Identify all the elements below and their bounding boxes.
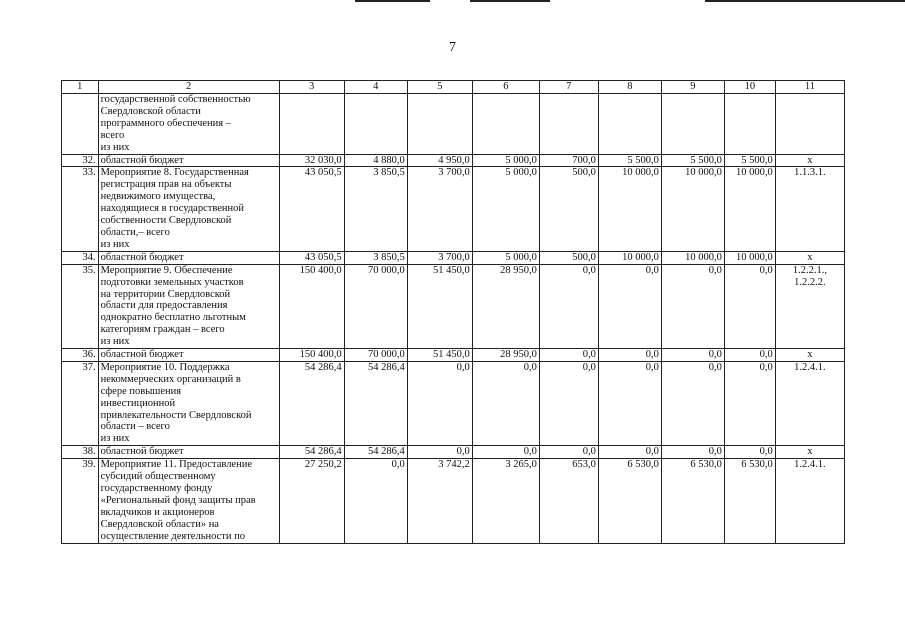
amount-cell: 51 450,0 <box>407 264 472 348</box>
amount-cell: 70 000,0 <box>344 349 407 362</box>
amount-cell: 6 530,0 <box>724 459 775 543</box>
amount-cell: 0,0 <box>407 446 472 459</box>
amount-cell: 28 950,0 <box>472 349 539 362</box>
amount-cell: 500,0 <box>539 167 598 251</box>
amount-cell <box>539 94 598 155</box>
amount-cell: 43 050,5 <box>279 167 344 251</box>
amount-cell: 0,0 <box>539 264 598 348</box>
amount-cell: 51 450,0 <box>407 349 472 362</box>
amount-cell: 6 530,0 <box>598 459 661 543</box>
target-reference: х <box>775 446 844 459</box>
amount-cell: 10 000,0 <box>661 167 724 251</box>
amount-cell: 5 500,0 <box>598 154 661 167</box>
amount-cell: 3 850,5 <box>344 251 407 264</box>
amount-cell: 150 400,0 <box>279 264 344 348</box>
amount-cell: 0,0 <box>598 446 661 459</box>
amount-cell: 0,0 <box>661 361 724 445</box>
amount-cell: 0,0 <box>724 446 775 459</box>
amount-cell: 0,0 <box>472 361 539 445</box>
amount-cell: 28 950,0 <box>472 264 539 348</box>
amount-cell: 5 000,0 <box>472 251 539 264</box>
amount-cell: 0,0 <box>539 446 598 459</box>
amount-cell: 32 030,0 <box>279 154 344 167</box>
amount-cell: 0,0 <box>724 264 775 348</box>
column-number: 4 <box>344 81 407 94</box>
amount-cell: 4 950,0 <box>407 154 472 167</box>
target-reference: 1.2.2.1., 1.2.2.2. <box>775 264 844 348</box>
amount-cell: 0,0 <box>539 361 598 445</box>
row-number: 38. <box>62 446 99 459</box>
scan-edge-line <box>355 0 430 2</box>
amount-cell: 5 000,0 <box>472 154 539 167</box>
target-reference: 1.2.4.1. <box>775 459 844 543</box>
row-description: областной бюджет <box>98 446 279 459</box>
table-row <box>62 361 845 445</box>
page-number: 7 <box>449 40 456 55</box>
budget-table <box>61 80 845 544</box>
amount-cell: 5 500,0 <box>661 154 724 167</box>
amount-cell: 10 000,0 <box>598 251 661 264</box>
amount-cell: 5 500,0 <box>724 154 775 167</box>
amount-cell <box>661 94 724 155</box>
amount-cell: 43 050,5 <box>279 251 344 264</box>
amount-cell: 5 000,0 <box>472 167 539 251</box>
row-description: областной бюджет <box>98 154 279 167</box>
table-row <box>62 154 845 167</box>
column-number: 5 <box>407 81 472 94</box>
table-row <box>62 94 845 155</box>
amount-cell: 54 286,4 <box>344 446 407 459</box>
target-reference <box>775 94 844 155</box>
amount-cell: 10 000,0 <box>661 251 724 264</box>
amount-cell: 0,0 <box>661 446 724 459</box>
amount-cell: 0,0 <box>661 264 724 348</box>
target-reference: х <box>775 154 844 167</box>
amount-cell <box>407 94 472 155</box>
row-number: 37. <box>62 361 99 445</box>
row-description: Мероприятие 11. Предоставление субсидий общественному государственному фонду «Региональный фонд защиты прав вкладчиков и акционеров Свердловской области» на осуществление деятельности по <box>98 459 279 543</box>
table-header-row <box>62 81 845 94</box>
amount-cell: 0,0 <box>472 446 539 459</box>
amount-cell: 3 265,0 <box>472 459 539 543</box>
amount-cell: 3 742,2 <box>407 459 472 543</box>
amount-cell: 700,0 <box>539 154 598 167</box>
table-row <box>62 349 845 362</box>
amount-cell: 500,0 <box>539 251 598 264</box>
amount-cell <box>472 94 539 155</box>
column-number: 6 <box>472 81 539 94</box>
row-number: 33. <box>62 167 99 251</box>
column-number: 3 <box>279 81 344 94</box>
amount-cell <box>279 94 344 155</box>
amount-cell: 0,0 <box>598 361 661 445</box>
row-number: 32. <box>62 154 99 167</box>
target-reference: 1.2.4.1. <box>775 361 844 445</box>
table-row <box>62 459 845 543</box>
target-reference: 1.1.3.1. <box>775 167 844 251</box>
table-row <box>62 446 845 459</box>
table-body <box>62 81 845 544</box>
table-row <box>62 167 845 251</box>
row-number: 34. <box>62 251 99 264</box>
row-description: областной бюджет <box>98 349 279 362</box>
amount-cell: 0,0 <box>598 264 661 348</box>
row-description: Мероприятие 8. Государственная регистрация прав на объекты недвижимого имущества, находящиеся в государственной собственности Свердловской области,– всего из них <box>98 167 279 251</box>
column-number: 1 <box>62 81 99 94</box>
column-number: 10 <box>724 81 775 94</box>
row-number: 39. <box>62 459 99 543</box>
amount-cell: 10 000,0 <box>598 167 661 251</box>
row-number: 36. <box>62 349 99 362</box>
row-description: Мероприятие 10. Поддержка некоммерческих организаций в сфере повышения инвестиционной привлекательности Свердловской области – всего из них <box>98 361 279 445</box>
table-row <box>62 264 845 348</box>
amount-cell: 10 000,0 <box>724 167 775 251</box>
amount-cell: 0,0 <box>661 349 724 362</box>
column-number: 8 <box>598 81 661 94</box>
amount-cell: 6 530,0 <box>661 459 724 543</box>
amount-cell: 653,0 <box>539 459 598 543</box>
target-reference: х <box>775 349 844 362</box>
amount-cell: 54 286,4 <box>279 446 344 459</box>
scan-edge-line <box>470 0 550 2</box>
row-number: 35. <box>62 264 99 348</box>
amount-cell: 3 700,0 <box>407 167 472 251</box>
row-description: Мероприятие 9. Обеспечение подготовки земельных участков на территории Свердловской области для предоставления однократно бесплатно льготным категориям граждан – всего из них <box>98 264 279 348</box>
scan-edge-line <box>705 0 905 2</box>
amount-cell: 0,0 <box>724 349 775 362</box>
amount-cell: 27 250,2 <box>279 459 344 543</box>
amount-cell <box>598 94 661 155</box>
amount-cell: 3 850,5 <box>344 167 407 251</box>
amount-cell <box>344 94 407 155</box>
amount-cell: 0,0 <box>407 361 472 445</box>
amount-cell: 0,0 <box>539 349 598 362</box>
row-description: государственной собственностью Свердловской области программного обеспечения – всего из них <box>98 94 279 155</box>
column-number: 7 <box>539 81 598 94</box>
amount-cell: 4 880,0 <box>344 154 407 167</box>
amount-cell: 150 400,0 <box>279 349 344 362</box>
amount-cell: 54 286,4 <box>279 361 344 445</box>
amount-cell: 0,0 <box>598 349 661 362</box>
amount-cell: 3 700,0 <box>407 251 472 264</box>
column-number: 9 <box>661 81 724 94</box>
amount-cell: 10 000,0 <box>724 251 775 264</box>
amount-cell: 0,0 <box>724 361 775 445</box>
column-number: 2 <box>98 81 279 94</box>
amount-cell <box>724 94 775 155</box>
amount-cell: 70 000,0 <box>344 264 407 348</box>
table-row <box>62 251 845 264</box>
amount-cell: 54 286,4 <box>344 361 407 445</box>
row-number <box>62 94 99 155</box>
target-reference: х <box>775 251 844 264</box>
row-description: областной бюджет <box>98 251 279 264</box>
amount-cell: 0,0 <box>344 459 407 543</box>
column-number: 11 <box>775 81 844 94</box>
